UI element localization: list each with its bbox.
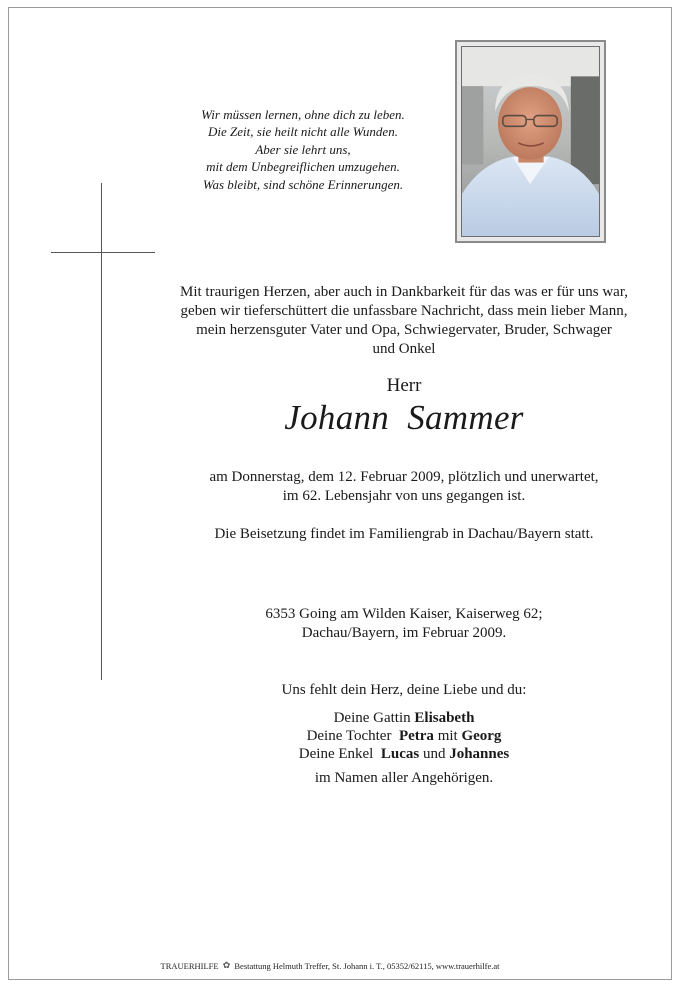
salutation: Herr xyxy=(386,375,422,396)
family-grandchildren-line xyxy=(150,745,658,763)
death-notice-line: im 62. Lebensjahr von uns gegangen ist. xyxy=(282,488,526,504)
deceased-name-text: Johann Sammer xyxy=(284,398,524,437)
announcement-line: geben wir tieferschüttert die unfassbare Nachricht, dass mein lieber Mann, xyxy=(180,303,628,319)
deceased-name xyxy=(150,398,658,438)
footer-imprint xyxy=(0,960,670,971)
death-notice-line: am Donnerstag, dem 12. Februar 2009, plötzlich und unerwartet, xyxy=(209,469,599,485)
announcement-line: mein herzensguter Vater und Opa, Schwiegervater, Bruder, Schwager xyxy=(196,322,612,338)
announcement-line: Mit traurigen Herzen, aber auch in Dankbarkeit für das was er für uns war, xyxy=(180,284,628,300)
poem-line: Die Zeit, sie heilt nicht alle Wunden. xyxy=(208,124,398,140)
portrait-image xyxy=(462,47,599,236)
poem xyxy=(168,106,438,193)
footer-details: Bestattung Helmuth Treffer, St. Johann i. T., 05352/62115, www.trauerhilfe.at xyxy=(234,961,500,971)
place-and-date xyxy=(150,605,658,643)
poem-line: Wir müssen lernen, ohne dich zu leben. xyxy=(201,107,405,122)
portrait-frame xyxy=(455,40,606,243)
wife-prefix: Deine Gattin xyxy=(333,710,411,726)
and-word: und xyxy=(422,746,446,762)
burial-notice: Die Beisetzung findet im Familiengrab in Dachau/Bayern statt. xyxy=(214,526,594,542)
poem-line: mit dem Unbegreiflichen umzugehen. xyxy=(206,159,400,175)
daughter-prefix: Deine Tochter xyxy=(306,728,392,744)
poem-line: Aber sie lehrt uns, xyxy=(255,141,351,157)
cross-horizontal-bar xyxy=(51,252,155,253)
address-line: 6353 Going am Wilden Kaiser, Kaiserweg 62; xyxy=(265,606,543,622)
poem-line: Was bleibt, sind schöne Erinnerungen. xyxy=(202,176,404,192)
son-in-law-name: Georg xyxy=(461,728,502,744)
footer-brand: TRAUERHILFE xyxy=(160,961,219,971)
family-list xyxy=(150,709,658,763)
announcement-text xyxy=(150,283,658,359)
daughter-name: Petra xyxy=(398,728,434,744)
family-wife-line xyxy=(150,709,658,727)
announcement-line: und Onkel xyxy=(372,341,436,357)
cross-vertical-bar xyxy=(101,183,102,680)
closing-line: im Namen aller Angehörigen. xyxy=(314,770,494,786)
grandchildren-prefix: Deine Enkel xyxy=(298,746,374,762)
mourning-line: Uns fehlt dein Herz, deine Liebe und du: xyxy=(281,682,527,698)
wife-name: Elisabeth xyxy=(414,710,475,726)
leaf-icon: ✿ xyxy=(222,960,231,970)
date-line: Dachau/Bayern, im Februar 2009. xyxy=(301,625,507,641)
with-word: mit xyxy=(437,728,458,744)
grandchild-name: Lucas xyxy=(380,746,420,762)
family-daughter-line xyxy=(150,727,658,745)
portrait-photo xyxy=(461,46,600,237)
death-notice xyxy=(150,468,658,506)
grandchild-name: Johannes xyxy=(449,746,510,762)
